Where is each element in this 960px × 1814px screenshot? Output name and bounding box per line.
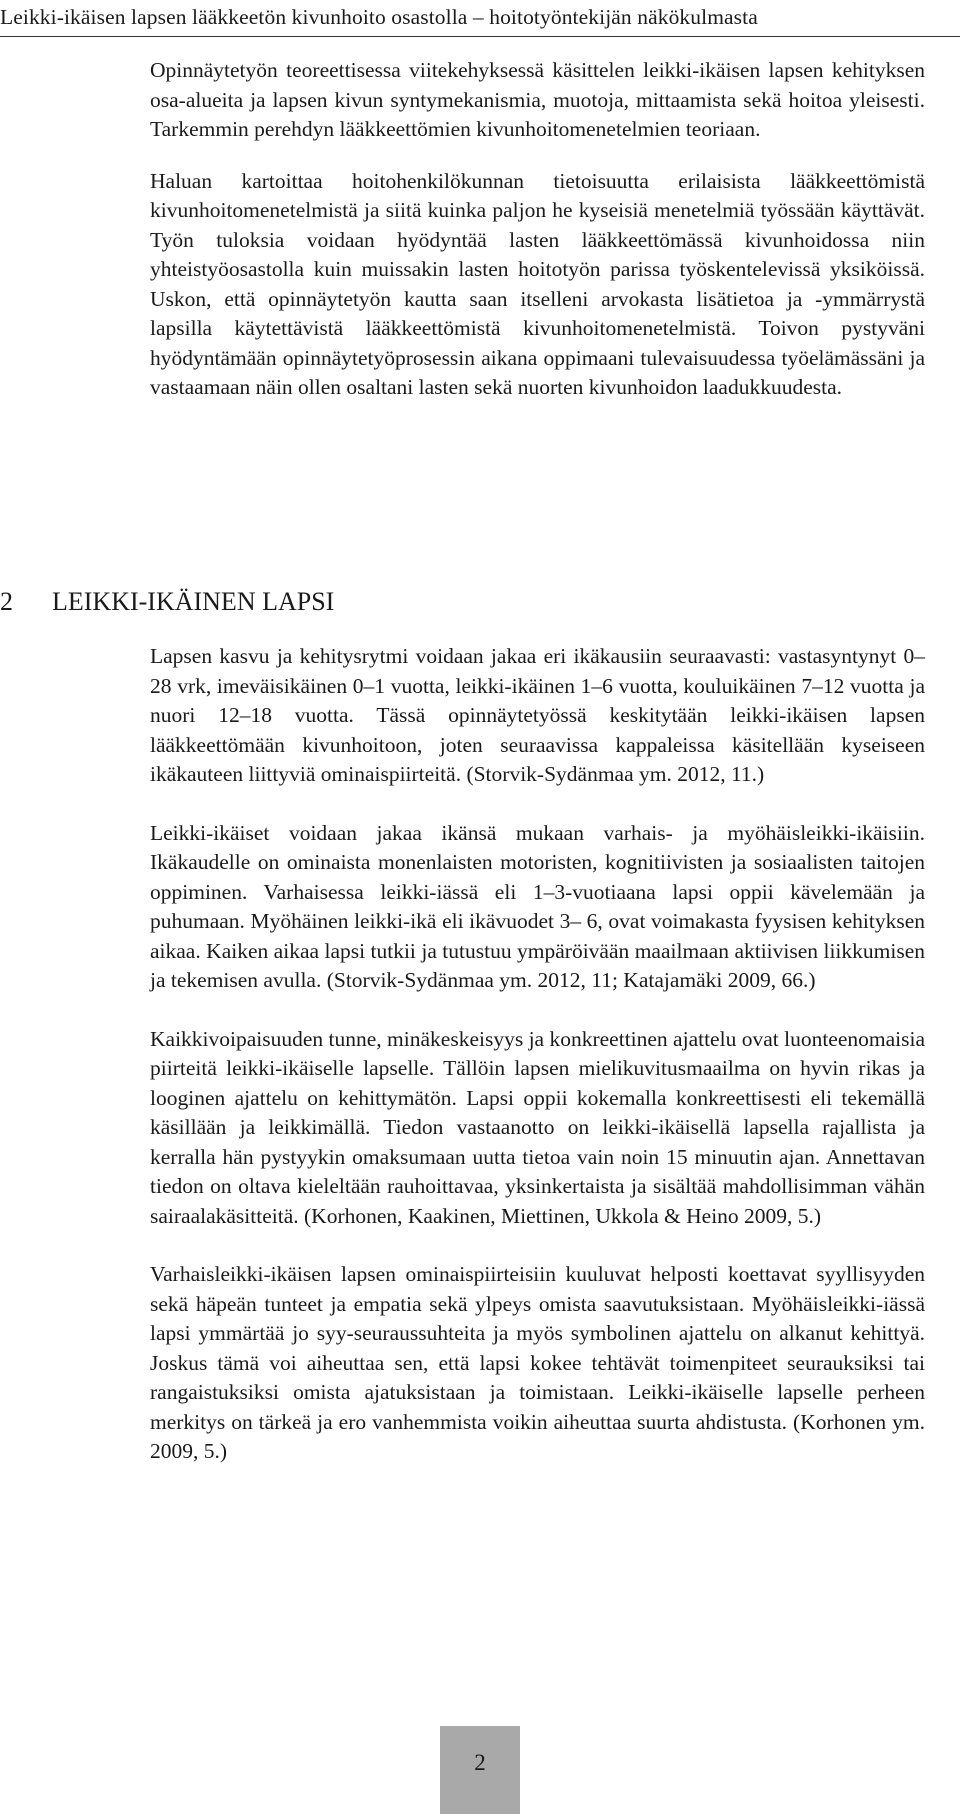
body-paragraph: Varhaisleikki-ikäisen lapsen ominaispiirteisiin kuuluvat helposti koettavat syyllisyyden sekä häpeän tunteet ja empatia sekä ylpeys omista saavutuksistaan. Myöhäisleikki-iässä lapsi ymmärtää jo syy-seuraussuhteita ja myös symbolinen ajattelu on alkanut kehittyä. Joskus tämä voi aiheuttaa sen, että lapsi kokee tehtävät toimenpiteet seurauksiksi tai rangaistuksiksi omista ajatuksistaan ja toimistaan. Leikki-ikäiselle lapselle perheen merkitys on tärkeä ja ero vanhemmista voikin aiheuttaa suurta ahdistusta. (Korhonen ym. 2009, 5.): [150, 1262, 925, 1463]
running-header: [0, 0, 960, 40]
body-paragraph: Kaikkivoipaisuuden tunne, minäkeskeisyys ja konkreettinen ajattelu ovat luonteenomaisia piirteitä leikki-ikäiselle lapselle. Tällöin lapsen mielikuvitusmaailma on hyvin rikas ja looginen ajattelu on kehittymätön. Lapsi oppii kokemalla konkreettisesti eli tekemällä käsillään ja leikkimällä. Tiedon vastaanotto on leikki-ikäisellä lapsella rajallista ja kerralla hän pystyykin omaksumaan uutta tietoa vain noin 15 minuutin ajan. Annettavan tiedon on oltava kieleltään rauhoittavaa, yksinkertaista ja sisältää mahdollisimman vähän sairaalakäsitteitä. (Korhonen, Kaakinen, Miettinen, Ukkola & Heino 2009, 5.): [150, 1026, 925, 1228]
section-number: 2: [0, 587, 13, 616]
page-number-box: [440, 1726, 520, 1814]
section-title: LEIKKI-IKÄINEN LAPSI: [52, 587, 335, 616]
running-title: Leikki-ikäisen lapsen lääkkeetön kivunhoito osastolla – hoitotyöntekijän näkökulmasta: [0, 5, 758, 29]
section-text: [150, 642, 925, 1467]
body-paragraph: Lapsen kasvu ja kehitysrytmi voidaan jakaa eri ikäkausiin seuraavasti: vastasyntynyt 0–28 vrk, imeväisikäinen 0–1 vuotta, leikki-ikäinen 1–6 vuotta, kouluikäinen 7–12 vuotta ja nuori 12–18 vuotta. Tässä opinnäytetyössä keskitytään leikki-ikäisen lapsen lääkkeettömään kivunhoitoon, joten seuraavissa kappaleissa käsitellään kyseiseen ikäkauteen liittyviä ominaispiirteitä. (Storvik-Sydänmaa ym. 2012, 11.): [150, 644, 925, 786]
intro-text: [150, 56, 925, 403]
body-paragraph: Opinnäytetyön teoreettisessa viitekehyksessä käsittelen leikki-ikäisen lapsen kehityksen osa-alueita ja lapsen kivun syntymekanismia, muotoja, mittaamista sekä hoitoa yleisesti. Tarkemmin perehdyn lääkkeettömien kivunhoitomenetelmien teoriaan.: [150, 58, 925, 141]
header-divider: [0, 36, 960, 37]
body-paragraph: Haluan kartoittaa hoitohenkilökunnan tietoisuutta erilaisista lääkkeettömistä kivunhoitomenetelmistä ja siitä kuinka paljon he kyseisiä menetelmiä työssään käyttävät. Työn tuloksia voidaan hyödyntää lasten lääkkeettömässä kivunhoidossa niin yhteistyöosastolla kuin muissakin lasten hoitotyön parissa työskentelevissä yksiköissä. Uskon, että opinnäytetyön kautta saan itselleni arvokasta lisätietoa ja -ymmärrystä lapsilla käytettävistä lääkkeettömistä kivunhoitomenetelmistä. Toivon pystyväni hyödyntämään opinnäytetyöprosessin aikana oppimaani tulevaisuudessa työelämässäni ja vastaamaan näin ollen osaltani lasten sekä nuorten kivunhoidon laadukkuudesta.: [150, 168, 925, 399]
section-heading: [0, 586, 334, 618]
body-paragraph: Leikki-ikäiset voidaan jakaa ikänsä mukaan varhais- ja myöhäisleikki-ikäisiin. Ikäkaudelle on ominaista monenlaisten motoristen, kognitiivisten ja sosiaalisten taitojen oppiminen. Varhaisessa leikki-iässä eli 1–3-vuotiaana lapsi oppii kävelemään ja puhumaan. Myöhäinen leikki-ikä eli ikävuodet 3– 6, ovat voimakasta fyysisen kehityksen aikaa. Kaiken aikaa lapsi tutkii ja tutustuu ympäröivään maailmaan aktiivisen liikkumisen ja tekemisen avulla. (Storvik-Sydänmaa ym. 2012, 11; Katajamäki 2009, 66.): [150, 820, 925, 992]
page-number: 2: [474, 1750, 486, 1775]
